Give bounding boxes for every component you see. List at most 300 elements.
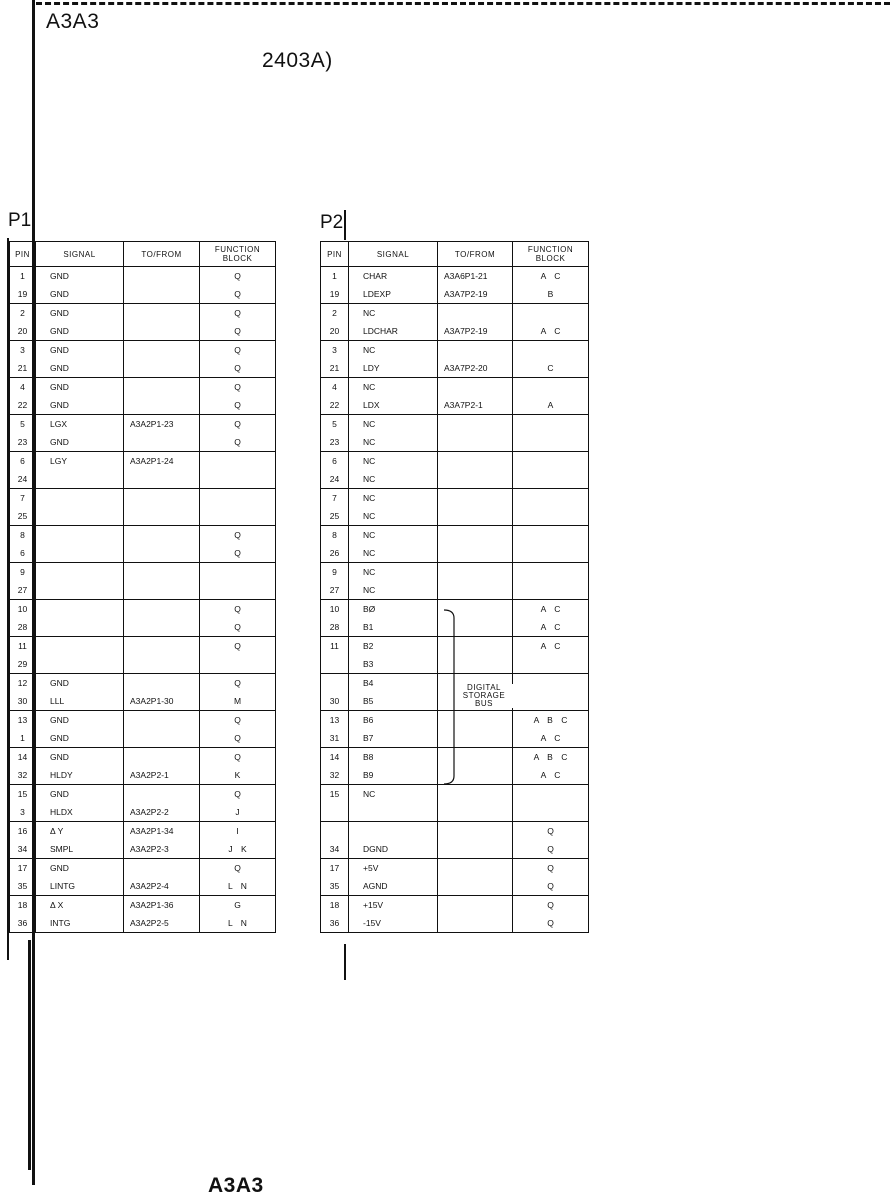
signal-cell: GND	[36, 859, 124, 878]
function-block-cell: A B C	[513, 711, 589, 730]
table-row	[10, 378, 276, 397]
function-block-cell: J K	[200, 840, 276, 859]
to-from-cell	[438, 877, 513, 896]
signal-cell	[349, 803, 438, 822]
signal-cell: NC	[349, 415, 438, 434]
table-row	[10, 489, 276, 508]
signal-cell: BØ	[349, 600, 438, 619]
to-from-cell	[438, 544, 513, 563]
pin-cell: 10	[10, 600, 36, 619]
table-row	[10, 304, 276, 323]
function-block-cell: A C	[513, 637, 589, 656]
table-row	[321, 859, 589, 878]
table-row	[321, 526, 589, 545]
signal-cell: NC	[349, 452, 438, 471]
function-block-column-header: FUNCTION BLOCK	[513, 242, 589, 267]
table-row	[321, 840, 589, 859]
pin-cell	[321, 655, 349, 674]
function-block-cell: Q	[513, 896, 589, 915]
table-row	[10, 896, 276, 915]
pin-cell: 9	[10, 563, 36, 582]
pin-cell: 35	[10, 877, 36, 896]
function-block-cell: J	[200, 803, 276, 822]
table-row	[321, 822, 589, 841]
table-row	[10, 526, 276, 545]
lower-border-line	[28, 940, 31, 1170]
signal-cell	[36, 526, 124, 545]
signal-cell: LDCHAR	[349, 322, 438, 341]
function-block-cell: Q	[200, 285, 276, 304]
function-block-cell: Q	[200, 785, 276, 804]
table-row	[321, 322, 589, 341]
function-block-cell: Q	[513, 877, 589, 896]
p1-pin-table	[9, 241, 276, 933]
signal-cell: GND	[36, 729, 124, 748]
function-block-cell: A B C	[513, 748, 589, 767]
table-row	[10, 267, 276, 286]
signal-cell: GND	[36, 285, 124, 304]
to-from-cell	[438, 803, 513, 822]
signal-cell	[36, 581, 124, 600]
to-from-cell	[438, 822, 513, 841]
table-row	[10, 618, 276, 637]
signal-cell: INTG	[36, 914, 124, 933]
pin-cell: 5	[10, 415, 36, 434]
pin-cell: 18	[321, 896, 349, 915]
to-from-cell	[438, 526, 513, 545]
pin-cell	[321, 803, 349, 822]
function-block-cell: Q	[513, 859, 589, 878]
table-row	[321, 581, 589, 600]
to-from-cell: A3A2P1-24	[124, 452, 200, 471]
signal-cell: NC	[349, 470, 438, 489]
pin-cell: 19	[321, 285, 349, 304]
to-from-cell	[438, 415, 513, 434]
pin-cell: 11	[321, 637, 349, 656]
function-block-column-header: FUNCTION BLOCK	[200, 242, 276, 267]
signal-cell: NC	[349, 304, 438, 323]
function-block-cell: Q	[200, 359, 276, 378]
signal-cell: GND	[36, 748, 124, 767]
signal-cell: LDY	[349, 359, 438, 378]
signal-cell: B4	[349, 674, 438, 693]
pin-cell: 14	[10, 748, 36, 767]
pin-cell: 22	[10, 396, 36, 415]
to-from-cell	[124, 396, 200, 415]
function-block-cell: Q	[200, 544, 276, 563]
signal-cell: GND	[36, 396, 124, 415]
to-from-cell: A3A2P2-5	[124, 914, 200, 933]
function-block-cell: M	[200, 692, 276, 711]
pin-cell: 4	[10, 378, 36, 397]
signal-cell	[36, 637, 124, 656]
table-row	[10, 544, 276, 563]
table-row	[10, 692, 276, 711]
function-block-cell	[513, 563, 589, 582]
signal-cell: NC	[349, 563, 438, 582]
pin-cell: 31	[321, 729, 349, 748]
pin-cell: 5	[321, 415, 349, 434]
signal-cell: DGND	[349, 840, 438, 859]
table-row	[321, 507, 589, 526]
pin-cell: 7	[10, 489, 36, 508]
function-block-cell	[513, 544, 589, 563]
table-row	[10, 914, 276, 933]
pin-cell: 3	[10, 341, 36, 360]
to-from-cell	[124, 655, 200, 674]
to-from-cell	[124, 618, 200, 637]
to-from-cell	[124, 711, 200, 730]
function-block-cell	[513, 692, 589, 711]
to-from-cell	[438, 433, 513, 452]
signal-cell: B9	[349, 766, 438, 785]
to-from-cell: A3A6P1-21	[438, 267, 513, 286]
p2-pin-table	[320, 241, 589, 933]
pin-cell: 1	[321, 267, 349, 286]
pin-cell: 8	[10, 526, 36, 545]
function-block-cell: A C	[513, 600, 589, 619]
pin-cell: 15	[321, 785, 349, 804]
function-block-cell	[513, 304, 589, 323]
signal-cell: Δ Y	[36, 822, 124, 841]
pin-cell: 36	[10, 914, 36, 933]
function-block-cell: A C	[513, 618, 589, 637]
to-from-cell	[124, 729, 200, 748]
to-from-cell: A3A7P2-1	[438, 396, 513, 415]
p2-connector-stub-bottom	[344, 944, 346, 980]
signal-cell: LDX	[349, 396, 438, 415]
function-block-cell	[513, 378, 589, 397]
table-row	[10, 581, 276, 600]
function-block-cell: Q	[513, 914, 589, 933]
signal-cell	[36, 563, 124, 582]
pin-cell: 2	[321, 304, 349, 323]
table-row	[10, 563, 276, 582]
table-row	[10, 711, 276, 730]
signal-cell	[36, 618, 124, 637]
to-from-cell	[438, 470, 513, 489]
function-block-cell	[513, 341, 589, 360]
function-block-cell: Q	[200, 415, 276, 434]
table-row	[10, 637, 276, 656]
pin-cell: 25	[321, 507, 349, 526]
table-row	[321, 914, 589, 933]
to-from-cell	[438, 859, 513, 878]
pin-cell: 6	[10, 544, 36, 563]
signal-cell: LGX	[36, 415, 124, 434]
signal-cell: NC	[349, 378, 438, 397]
to-from-cell	[124, 285, 200, 304]
table-row	[10, 877, 276, 896]
to-from-cell: A3A2P2-4	[124, 877, 200, 896]
to-from-cell	[438, 581, 513, 600]
table-row	[321, 563, 589, 582]
function-block-cell	[200, 581, 276, 600]
signal-cell: GND	[36, 433, 124, 452]
p2-label: P2	[320, 212, 344, 233]
signal-cell: GND	[36, 674, 124, 693]
to-from-cell	[438, 507, 513, 526]
signal-cell: NC	[349, 526, 438, 545]
function-block-cell	[513, 489, 589, 508]
function-block-cell: Q	[200, 433, 276, 452]
to-from-cell: A3A2P1-36	[124, 896, 200, 915]
board-id-title: A3A3	[46, 10, 100, 33]
pin-cell: 34	[10, 840, 36, 859]
pin-cell: 28	[321, 618, 349, 637]
pin-cell: 23	[10, 433, 36, 452]
digital-storage-bus-label: DIGITAL STORAGE BUS	[455, 684, 513, 708]
function-block-cell	[513, 507, 589, 526]
function-block-cell	[513, 415, 589, 434]
signal-column-header: SIGNAL	[36, 242, 124, 267]
table-row	[321, 415, 589, 434]
pin-cell	[321, 822, 349, 841]
function-block-cell: Q	[200, 304, 276, 323]
signal-cell: Δ X	[36, 896, 124, 915]
signal-cell	[36, 655, 124, 674]
to-from-cell	[438, 840, 513, 859]
pin-cell: 14	[321, 748, 349, 767]
table-row	[321, 378, 589, 397]
signal-cell: HLDX	[36, 803, 124, 822]
table-row	[10, 766, 276, 785]
to-from-cell: A3A2P1-23	[124, 415, 200, 434]
pin-cell: 8	[321, 526, 349, 545]
table-row	[10, 859, 276, 878]
signal-cell: GND	[36, 341, 124, 360]
pin-cell: 3	[10, 803, 36, 822]
to-from-cell	[124, 544, 200, 563]
signal-cell: B5	[349, 692, 438, 711]
function-block-cell: B	[513, 285, 589, 304]
table-row	[10, 674, 276, 693]
to-from-cell	[124, 489, 200, 508]
function-block-cell: K	[200, 766, 276, 785]
function-block-cell	[513, 674, 589, 693]
function-block-cell: A C	[513, 267, 589, 286]
table-row	[321, 341, 589, 360]
pin-cell: 13	[321, 711, 349, 730]
to-from-cell	[124, 674, 200, 693]
table-row	[321, 544, 589, 563]
table-row	[10, 803, 276, 822]
function-block-cell: Q	[200, 637, 276, 656]
function-block-cell: Q	[200, 396, 276, 415]
to-from-cell: A3A7P2-20	[438, 359, 513, 378]
pin-cell: 22	[321, 396, 349, 415]
function-block-cell	[513, 655, 589, 674]
table-row	[10, 600, 276, 619]
function-block-cell: Q	[200, 711, 276, 730]
p2-connector-stub-top	[344, 210, 346, 240]
table-row	[10, 822, 276, 841]
to-from-cell	[124, 378, 200, 397]
pin-cell: 12	[10, 674, 36, 693]
signal-cell	[36, 544, 124, 563]
signal-cell: HLDY	[36, 766, 124, 785]
table-row	[10, 359, 276, 378]
pin-cell: 11	[10, 637, 36, 656]
signal-cell: NC	[349, 433, 438, 452]
board-subtitle: 2403A)	[262, 49, 333, 72]
pin-cell: 20	[10, 322, 36, 341]
function-block-cell: Q	[200, 526, 276, 545]
signal-cell: NC	[349, 785, 438, 804]
table-row	[321, 452, 589, 471]
table-row	[321, 304, 589, 323]
to-from-cell	[438, 563, 513, 582]
pin-cell: 6	[10, 452, 36, 471]
to-from-cell	[124, 526, 200, 545]
signal-cell: B3	[349, 655, 438, 674]
pin-cell: 29	[10, 655, 36, 674]
signal-column-header: SIGNAL	[349, 242, 438, 267]
pin-cell: 16	[10, 822, 36, 841]
signal-cell: +15V	[349, 896, 438, 915]
pin-cell: 19	[10, 285, 36, 304]
table-row	[321, 470, 589, 489]
table-row	[10, 785, 276, 804]
pin-cell: 13	[10, 711, 36, 730]
signal-cell: CHAR	[349, 267, 438, 286]
signal-cell: LINTG	[36, 877, 124, 896]
table-row	[321, 359, 589, 378]
to-from-cell	[124, 267, 200, 286]
to-from-cell	[124, 581, 200, 600]
function-block-cell: A C	[513, 322, 589, 341]
function-block-cell: Q	[513, 822, 589, 841]
to-from-cell	[124, 304, 200, 323]
pin-column-header: PIN	[321, 242, 349, 267]
pin-cell: 9	[321, 563, 349, 582]
signal-cell: SMPL	[36, 840, 124, 859]
table-row	[10, 729, 276, 748]
pin-cell: 4	[321, 378, 349, 397]
to-from-cell	[124, 470, 200, 489]
to-from-cell	[438, 452, 513, 471]
signal-cell: NC	[349, 581, 438, 600]
pin-cell: 20	[321, 322, 349, 341]
function-block-cell: Q	[200, 378, 276, 397]
pin-cell: 21	[321, 359, 349, 378]
pin-cell: 2	[10, 304, 36, 323]
function-block-cell	[200, 507, 276, 526]
signal-cell: B2	[349, 637, 438, 656]
function-block-cell: L N	[200, 877, 276, 896]
table-row	[10, 748, 276, 767]
to-from-cell	[438, 341, 513, 360]
table-row	[10, 433, 276, 452]
function-block-cell	[513, 526, 589, 545]
table-row	[10, 415, 276, 434]
pin-cell: 1	[10, 267, 36, 286]
pin-cell: 34	[321, 840, 349, 859]
to-from-cell	[124, 359, 200, 378]
pin-cell: 21	[10, 359, 36, 378]
function-block-cell: C	[513, 359, 589, 378]
function-block-cell	[513, 803, 589, 822]
table-row	[321, 267, 589, 286]
signal-cell: GND	[36, 267, 124, 286]
table-row	[321, 285, 589, 304]
function-block-cell: A	[513, 396, 589, 415]
to-from-cell	[124, 637, 200, 656]
table-row	[10, 285, 276, 304]
function-block-cell: A C	[513, 766, 589, 785]
function-block-cell	[200, 452, 276, 471]
pin-cell: 30	[321, 692, 349, 711]
function-block-cell: G	[200, 896, 276, 915]
pin-cell: 36	[321, 914, 349, 933]
function-block-cell	[200, 470, 276, 489]
pin-cell: 17	[321, 859, 349, 878]
pin-cell: 30	[10, 692, 36, 711]
signal-cell: GND	[36, 359, 124, 378]
pin-cell: 6	[321, 452, 349, 471]
table-row	[321, 396, 589, 415]
pin-cell: 35	[321, 877, 349, 896]
to-from-cell: A3A7P2-19	[438, 322, 513, 341]
function-block-cell: Q	[200, 674, 276, 693]
function-block-cell	[513, 452, 589, 471]
to-from-column-header: TO/FROM	[438, 242, 513, 267]
signal-cell	[36, 507, 124, 526]
signal-cell	[36, 600, 124, 619]
p1-label: P1	[8, 210, 32, 231]
signal-cell: GND	[36, 304, 124, 323]
function-block-cell: Q	[200, 748, 276, 767]
table-row	[321, 433, 589, 452]
table-row	[10, 470, 276, 489]
to-from-cell	[438, 896, 513, 915]
function-block-cell	[513, 785, 589, 804]
function-block-cell: Q	[200, 729, 276, 748]
pin-cell: 24	[321, 470, 349, 489]
pin-cell: 23	[321, 433, 349, 452]
table-row	[10, 452, 276, 471]
pin-cell: 32	[10, 766, 36, 785]
pin-cell: 1	[10, 729, 36, 748]
top-border-dashed	[36, 2, 890, 5]
to-from-cell	[438, 304, 513, 323]
pin-cell: 32	[321, 766, 349, 785]
signal-cell: B7	[349, 729, 438, 748]
table-row	[321, 877, 589, 896]
to-from-cell	[124, 507, 200, 526]
to-from-cell	[124, 322, 200, 341]
signal-cell: +5V	[349, 859, 438, 878]
signal-cell: GND	[36, 785, 124, 804]
function-block-cell: Q	[200, 267, 276, 286]
function-block-cell	[513, 470, 589, 489]
table-row	[10, 840, 276, 859]
signal-cell: NC	[349, 544, 438, 563]
pin-cell	[321, 674, 349, 693]
signal-cell: AGND	[349, 877, 438, 896]
function-block-cell	[513, 581, 589, 600]
footer-board-id: A3A3	[208, 1174, 264, 1197]
to-from-cell: A3A2P1-30	[124, 692, 200, 711]
function-block-cell: I	[200, 822, 276, 841]
function-block-cell	[200, 489, 276, 508]
signal-cell	[36, 489, 124, 508]
function-block-cell: Q	[513, 840, 589, 859]
to-from-cell	[438, 378, 513, 397]
pin-cell: 28	[10, 618, 36, 637]
function-block-cell	[200, 655, 276, 674]
to-from-cell	[124, 433, 200, 452]
